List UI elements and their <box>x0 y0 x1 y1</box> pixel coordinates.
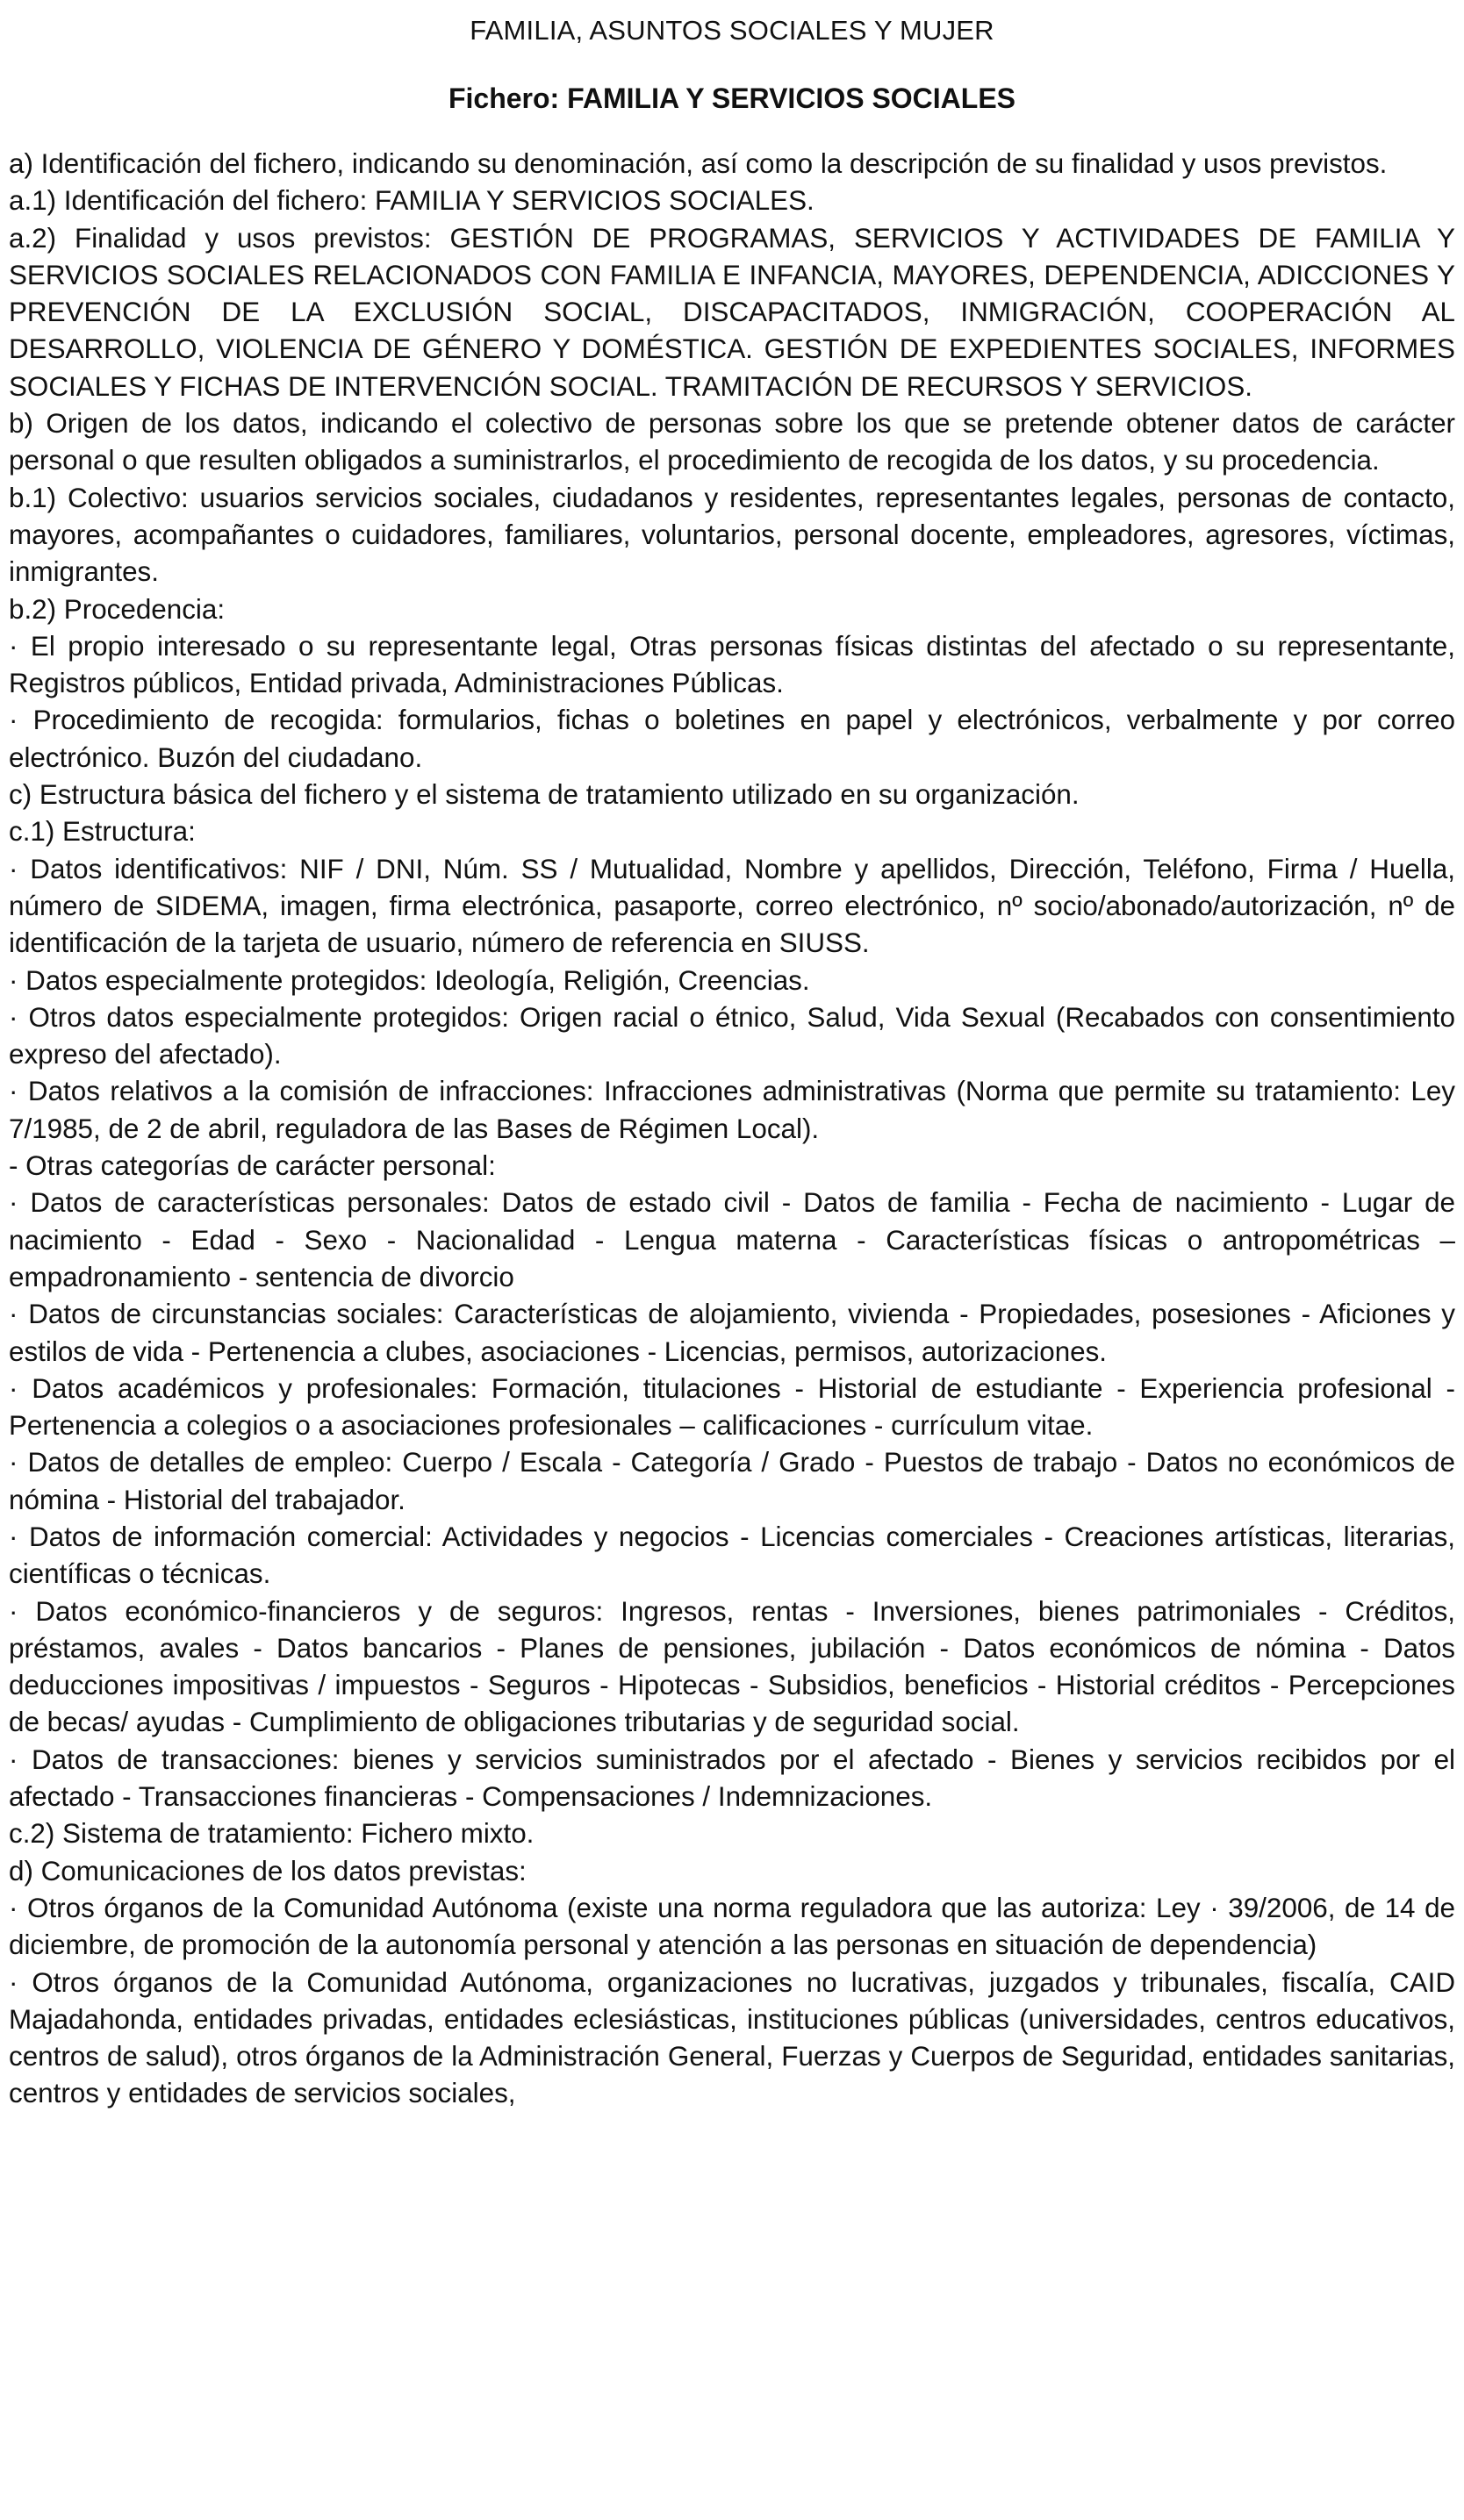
file-title: Fichero: FAMILIA Y SERVICIOS SOCIALES <box>448 82 1016 114</box>
list-item: · Datos de circunstancias sociales: Características de alojamiento, vivienda - Propiedades, posesiones - Aficiones y estilos de vida - Pertenencia a clubes, asociaciones - Licencias, permisos, autorizaciones. <box>9 1299 1455 1367</box>
list-item: · Datos de transacciones: bienes y servicios suministrados por el afectado - Bienes y servicios recibidos por el afectado - Transacciones financieras - Compensaciones / Indemnizaciones. <box>9 1743 1455 1813</box>
paragraph-c: c) Estructura básica del fichero y el sistema de tratamiento utilizado en su organización. <box>9 779 1080 811</box>
list-item: · Datos de información comercial: Actividades y negocios - Licencias comerciales - Creaciones artísticas, literarias, científicas o técnicas. <box>9 1521 1455 1590</box>
list-item: · Datos de detalles de empleo: Cuerpo / Escala - Categoría / Grado - Puestos de trabajo - Datos no económicos de nómina - Historial del trabajador. <box>9 1447 1455 1515</box>
list-item: - Otras categorías de carácter personal: <box>9 1150 496 1182</box>
list-item: · Datos relativos a la comisión de infracciones: Infracciones administrativas (Norma que permite su tratamiento: Ley 7/1985, de 2 de abril, reguladora de las Bases de Régimen Local). <box>9 1076 1455 1144</box>
paragraph-b: b) Origen de los datos, indicando el colectivo de personas sobre los que se pretende obtener datos de carácter personal o que resulten obligados a suministrarlos, el procedimiento de recogida de los datos, y su procedencia. <box>9 408 1455 476</box>
paragraph-d: d) Comunicaciones de los datos previstas: <box>9 1855 527 1886</box>
list-item: · Datos económico-financieros y de seguros: Ingresos, rentas - Inversiones, bienes patrimoniales - Créditos, préstamos, avales - Datos bancarios - Planes de pensiones, jubilación - Datos económicos de nómina - Datos deducciones impositivas / impuestos - Seguros - Hipotecas - Subsidios, beneficios - Historial créditos - Percepciones de becas/ ayudas - Cumplimiento de obligaciones tributarias y de seguridad social. <box>9 1595 1455 1738</box>
paragraph-b2: b.2) Procedencia: <box>9 593 226 625</box>
list-item: · El propio interesado o su representante legal, Otras personas físicas distintas del afectado o su representante, Registros públicos, Entidad privada, Administraciones Públicas. <box>9 630 1455 699</box>
paragraph-a: a) Identificación del fichero, indicando su denominación, así como la descripción de su finalidad y usos previstos. <box>9 148 1388 179</box>
list-item: · Otros datos especialmente protegidos: Origen racial o étnico, Salud, Vida Sexual (Recabados con consentimiento expreso del afectado). <box>9 1001 1455 1070</box>
list-item: · Otros órganos de la Comunidad Autónoma, organizaciones no lucrativas, juzgados y tribunales, fiscalía, CAID Majadahonda, entidades privadas, entidades eclesiásticas, instituciones públicas (universidades, centros educativos, centros de salud), otros órganos de la Administración General, Fuerzas y Cuerpos de Seguridad, entidades sanitarias, centros y entidades de servicios sociales, <box>9 1966 1455 2109</box>
paragraph-c1: c.1) Estructura: <box>9 816 196 848</box>
list-item: · Datos identificativos: NIF / DNI, Núm. SS / Mutualidad, Nombre y apellidos, Dirección, Teléfono, Firma / Huella, número de SIDEMA, imagen, firma electrónica, pasaporte, correo electrónico, nº socio/abonado/autorización, nº de identificación de la tarjeta de usuario, número de referencia en SIUSS. <box>9 853 1455 959</box>
paragraph-b1: b.1) Colectivo: usuarios servicios sociales, ciudadanos y residentes, representantes legales, personas de contacto, mayores, acompañantes o cuidadores, familiares, voluntarios, personal docente, empleadores, agresores, víctimas, inmigrantes. <box>9 482 1455 588</box>
list-item: · Datos especialmente protegidos: Ideología, Religión, Creencias. <box>9 964 810 996</box>
list-item: · Otros órganos de la Comunidad Autónoma (existe una norma reguladora que las autoriza: Ley · 39/2006, de 14 de diciembre, de promoción de la autonomía personal y atención a las personas en situación de dependencia) <box>9 1892 1455 1961</box>
list-item: · Datos académicos y profesionales: Formación, titulaciones - Historial de estudiante - Experiencia profesional - Pertenencia a colegios o a asociaciones profesionales – calificaciones - currículum vitae. <box>9 1372 1455 1442</box>
document-body <box>9 146 1455 2113</box>
paragraph-c2: c.2) Sistema de tratamiento: Fichero mixto. <box>9 1818 535 1850</box>
list-item: · Datos de características personales: Datos de estado civil - Datos de familia - Fecha de nacimiento - Lugar de nacimiento - Edad - Sexo - Nacionalidad - Lengua materna - Características físicas o antropométricas – empadronamiento - sentencia de divorcio <box>9 1187 1455 1292</box>
paragraph-a2: a.2) Finalidad y usos previstos: GESTIÓN DE PROGRAMAS, SERVICIOS Y ACTIVIDADES DE FAMILIA Y SERVICIOS SOCIALES RELACIONADOS CON FAMILIA E INFANCIA, MAYORES, DEPENDENCIA, ADICCIONES Y PREVENCIÓN DE LA EXCLUSIÓN SOCIAL, DISCAPACITADOS, INMIGRACIÓN, COOPERACIÓN AL DESARROLLO, VIOLENCIA DE GÉNERO Y DOMÉSTICA. GESTIÓN DE EXPEDIENTES SOCIALES, INFORMES SOCIALES Y FICHAS DE INTERVENCIÓN SOCIAL. TRAMITACIÓN DE RECURSOS Y SERVICIOS. <box>9 222 1455 402</box>
paragraph-a1: a.1) Identificación del fichero: FAMILIA Y SERVICIOS SOCIALES. <box>9 185 815 217</box>
list-item: · Procedimiento de recogida: formularios, fichas o boletines en papel y electrónicos, verbalmente y por correo electrónico. Buzón del ciudadano. <box>9 705 1455 773</box>
section-heading: FAMILIA, ASUNTOS SOCIALES Y MUJER <box>470 15 994 46</box>
